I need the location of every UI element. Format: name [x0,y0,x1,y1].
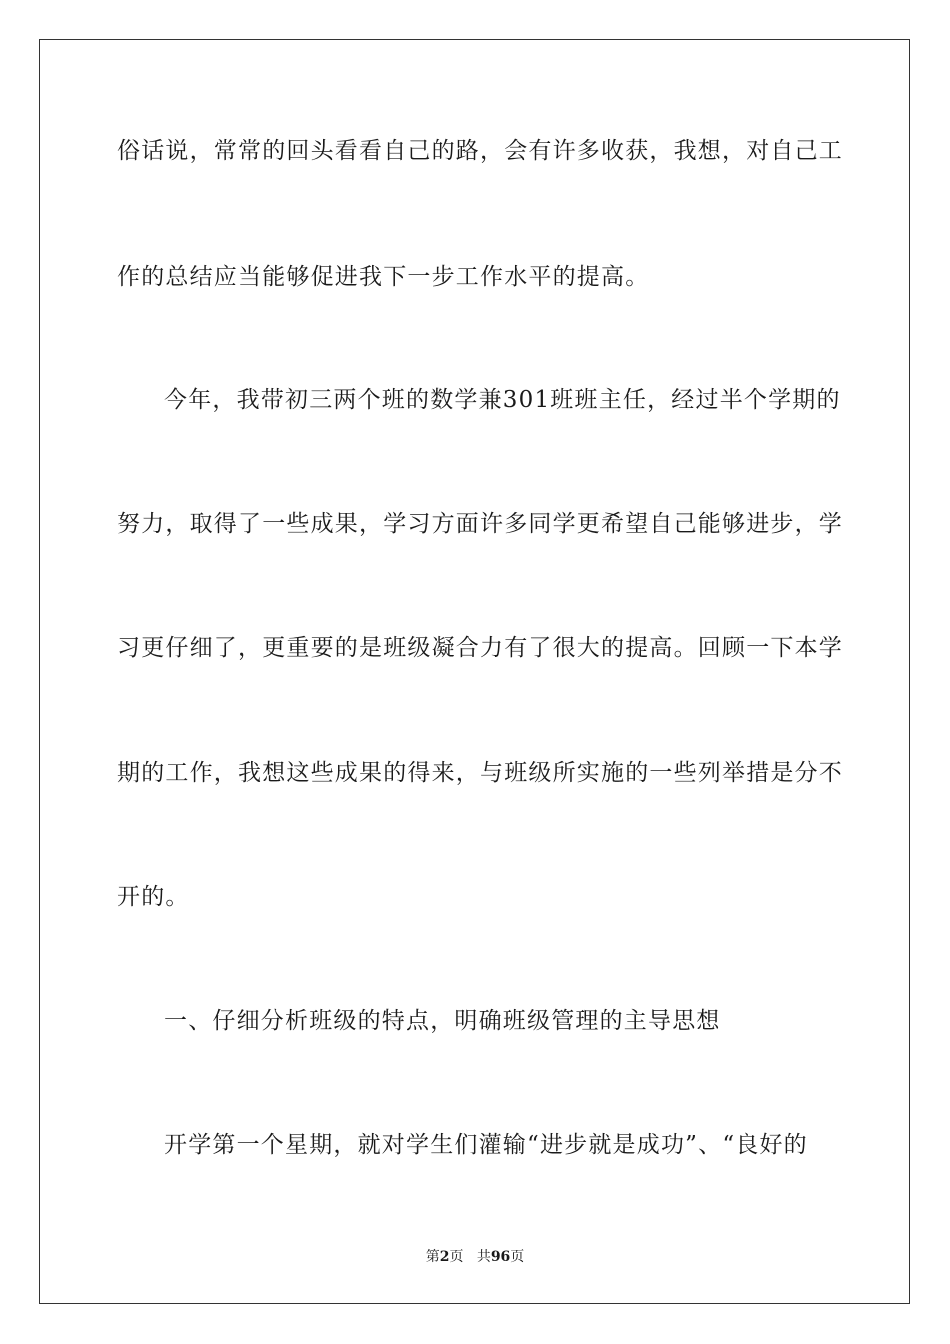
total-pages: 96 [490,1249,511,1265]
page-prefix: 第 [425,1249,440,1265]
total-prefix: 共 [476,1249,491,1265]
section-heading: 一、仔细分析班级的特点，明确班级管理的主导思想 [164,1008,721,1034]
text-line-7: 开的。 [117,884,190,910]
text-line-3: 今年，我带初三两个班的数学兼301班班主任，经过半个学期的 [164,387,841,413]
page-number: 2 [439,1249,450,1265]
page-suffix: 页 [449,1249,464,1265]
text-line-6: 期的工作，我想这些成果的得来，与班级所实施的一些列举措是分不 [117,760,843,786]
text-line-5: 习更仔细了，更重要的是班级凝合力有了很大的提高。回顾一下本学 [117,635,843,661]
page-footer [0,1247,950,1267]
page-border [39,39,910,1304]
text-line-9: 开学第一个星期，就对学生们灌输“进步就是成功”、“良好的 [164,1132,808,1158]
text-line-4: 努力，取得了一些成果，学习方面许多同学更希望自己能够进步，学 [117,511,843,537]
total-suffix: 页 [510,1249,525,1265]
text-line-1: 俗话说，常常的回头看看自己的路，会有许多收获，我想，对自己工 [117,138,843,164]
text-line-2: 作的总结应当能够促进我下一步工作水平的提高。 [117,264,650,290]
